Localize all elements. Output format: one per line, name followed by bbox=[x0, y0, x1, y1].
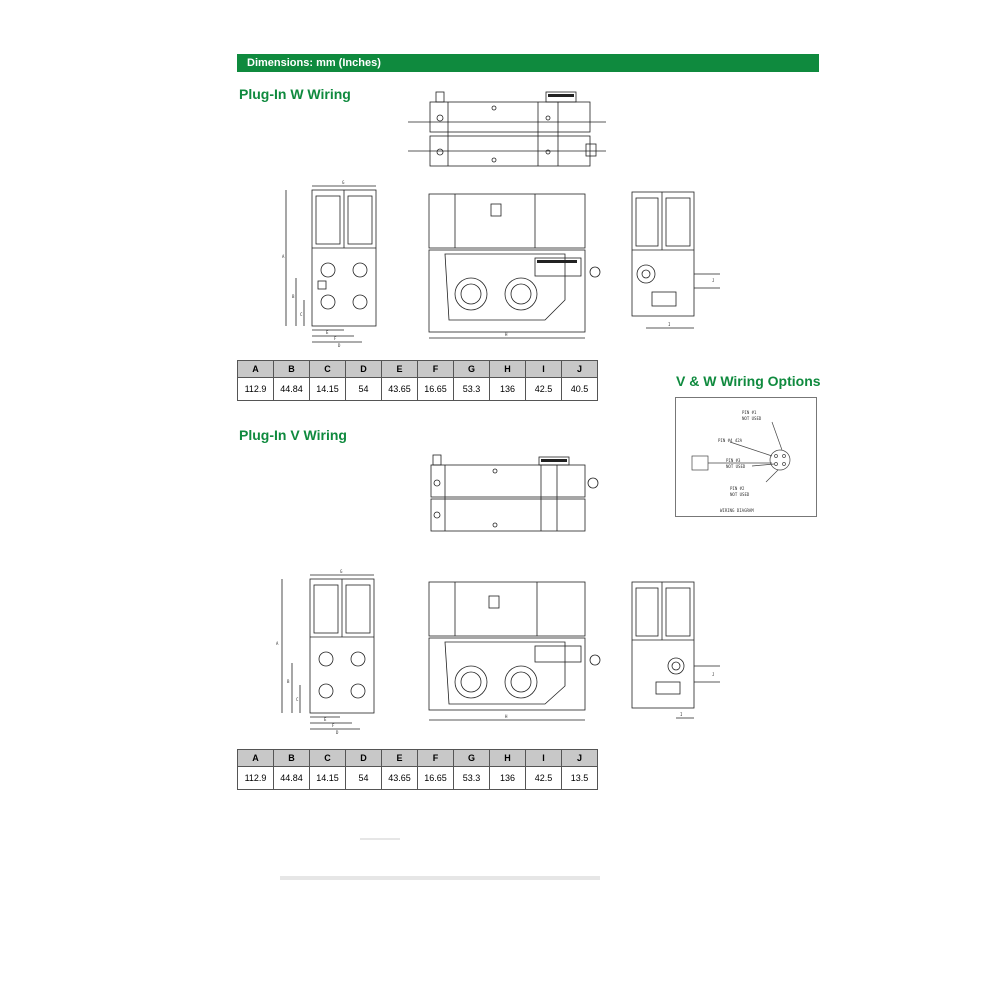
table-header-cell: I bbox=[526, 361, 562, 378]
table-cell: 112.9 bbox=[238, 767, 274, 790]
table-header-cell: J bbox=[562, 361, 598, 378]
table-header-cell: D bbox=[346, 750, 382, 767]
w-end-view-drawing bbox=[628, 188, 723, 336]
dim-label-g: G bbox=[340, 569, 343, 574]
dim-label-j: J bbox=[712, 278, 715, 283]
wiring-diagram-box bbox=[675, 397, 817, 517]
table-header-cell: A bbox=[238, 361, 274, 378]
table-header-cell: B bbox=[274, 361, 310, 378]
dim-label-e: E bbox=[324, 717, 327, 722]
faint-artifact-mark bbox=[360, 838, 400, 840]
table-header-cell: D bbox=[346, 361, 382, 378]
table-cell: 16.65 bbox=[418, 767, 454, 790]
table-cell: 43.65 bbox=[382, 767, 418, 790]
faint-artifact-line bbox=[280, 876, 600, 880]
pin3-not-used-label: NOT USED bbox=[726, 464, 746, 469]
table-header-cell: H bbox=[490, 361, 526, 378]
table-cell: 136 bbox=[490, 767, 526, 790]
dim-label-h: H bbox=[505, 714, 508, 719]
dim-label-i: I bbox=[668, 322, 671, 327]
pin1-label: PIN #1 bbox=[742, 410, 757, 415]
pin2-not-used-label: NOT USED bbox=[730, 492, 750, 497]
dim-label-c: C bbox=[296, 697, 299, 702]
dim-label-c: C bbox=[300, 312, 303, 317]
wiring-diagram-caption: WIRING DIAGRAM bbox=[720, 508, 754, 513]
table-row bbox=[238, 767, 598, 790]
dim-label-f: F bbox=[332, 723, 335, 728]
section-title-wiring-options: V & W Wiring Options bbox=[676, 373, 821, 389]
table-cell: 16.65 bbox=[418, 378, 454, 401]
table-header-cell: A bbox=[238, 750, 274, 767]
table-header-cell: J bbox=[562, 750, 598, 767]
table-header-cell: E bbox=[382, 361, 418, 378]
pin2-label: PIN #2 bbox=[730, 486, 745, 491]
dimensions-table-v bbox=[237, 749, 598, 790]
dim-label-d: D bbox=[336, 730, 339, 735]
section-title-w-wiring: Plug-In W Wiring bbox=[239, 86, 351, 102]
table-header-cell: G bbox=[454, 361, 490, 378]
dim-label-b: B bbox=[287, 679, 290, 684]
v-top-view-drawing bbox=[425, 453, 605, 535]
table-cell: 53.3 bbox=[454, 767, 490, 790]
table-cell: 54 bbox=[346, 767, 382, 790]
table-header-cell: F bbox=[418, 361, 454, 378]
table-cell: 42.5 bbox=[526, 767, 562, 790]
table-cell: 44.84 bbox=[274, 378, 310, 401]
dim-label-e: E bbox=[326, 330, 329, 335]
dim-label-j: J bbox=[712, 672, 715, 677]
table-cell: 54 bbox=[346, 378, 382, 401]
wiring-diagram-drawing bbox=[676, 398, 816, 516]
table-header-cell: C bbox=[310, 361, 346, 378]
w-front-view-drawing bbox=[282, 178, 382, 348]
dim-label-g: G bbox=[342, 180, 345, 185]
dim-label-a: A bbox=[282, 254, 285, 259]
table-cell: 14.15 bbox=[310, 378, 346, 401]
dim-label-b: B bbox=[292, 294, 295, 299]
table-row bbox=[238, 378, 598, 401]
pin3-label: PIN #3 bbox=[726, 458, 741, 463]
table-cell: 42.5 bbox=[526, 378, 562, 401]
dim-label-d: D bbox=[338, 343, 341, 348]
dimensions-header: Dimensions: mm (Inches) bbox=[237, 54, 819, 72]
table-cell: 13.5 bbox=[562, 767, 598, 790]
table-header-cell: C bbox=[310, 750, 346, 767]
table-header-cell: E bbox=[382, 750, 418, 767]
w-side-view-drawing bbox=[425, 190, 610, 340]
dim-label-h: H bbox=[505, 332, 508, 337]
table-header-cell: G bbox=[454, 750, 490, 767]
table-header-row bbox=[238, 361, 598, 378]
table-cell: 44.84 bbox=[274, 767, 310, 790]
table-header-cell: F bbox=[418, 750, 454, 767]
table-header-cell: I bbox=[526, 750, 562, 767]
dim-label-i: I bbox=[680, 712, 683, 717]
table-header-cell: H bbox=[490, 750, 526, 767]
table-cell: 43.65 bbox=[382, 378, 418, 401]
dim-label-a: A bbox=[276, 641, 279, 646]
v-side-view-drawing bbox=[425, 578, 610, 728]
v-front-view-drawing bbox=[270, 565, 380, 735]
dim-label-f: F bbox=[334, 336, 337, 341]
table-cell: 53.3 bbox=[454, 378, 490, 401]
table-header-row bbox=[238, 750, 598, 767]
table-cell: 14.15 bbox=[310, 767, 346, 790]
v-end-view-drawing bbox=[628, 578, 723, 726]
table-header-cell: B bbox=[274, 750, 310, 767]
w-top-view-drawing bbox=[408, 88, 608, 173]
table-cell: 136 bbox=[490, 378, 526, 401]
pin4-label: PIN #4 42A bbox=[718, 438, 743, 443]
section-title-v-wiring: Plug-In V Wiring bbox=[239, 427, 347, 443]
table-cell: 40.5 bbox=[562, 378, 598, 401]
table-cell: 112.9 bbox=[238, 378, 274, 401]
pin1-not-used-label: NOT USED bbox=[742, 416, 762, 421]
dimensions-table-w bbox=[237, 360, 598, 401]
